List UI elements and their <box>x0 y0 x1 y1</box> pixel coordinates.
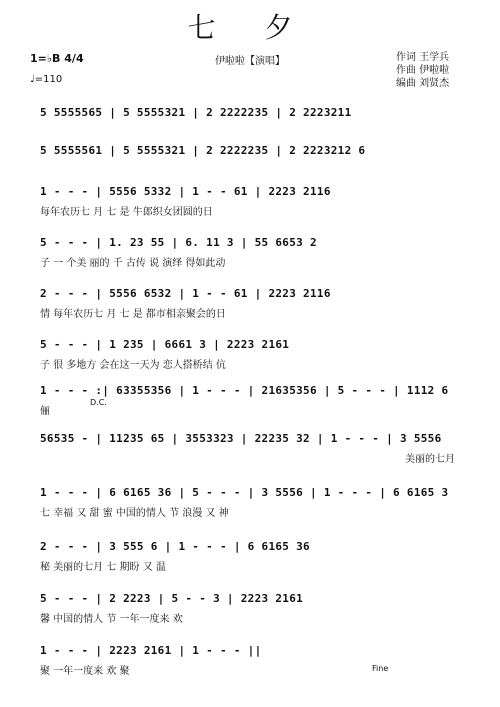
composer-credit: 作曲 伊啦啦 <box>396 65 450 76</box>
notes-line: 5 - - - | 2 2223 | 5 - - 3 | 2223 2161 <box>40 592 304 605</box>
lyrics-line: 美丽的七月 <box>405 454 455 465</box>
notes-line: 1 - - - | 6 6165 36 | 5 - - - | 3 5556 | 1 - - - | 6 6165 3 <box>40 486 449 499</box>
notes-line: 56535 - | 11235 65 | 3553323 | 22235 32 | 1 - - - | 3 5556 <box>40 432 442 445</box>
notes-line: 2 - - - | 5556 6532 | 1 - - 61 | 2223 2116 <box>40 287 331 300</box>
lyrics-line: 子 很 多地方 会在这一天为 恋人搭桥结 伉 <box>40 360 226 371</box>
lyrics-line: 馨 中国的情人 节 一年一度来 欢 <box>40 614 183 625</box>
notes-line: 5 5555561 | 5 5555321 | 2 2222235 | 2 2223212 6 <box>40 144 366 157</box>
lyricist-credit: 作词 王学兵 <box>396 52 450 63</box>
notes-line: 5 - - - | 1 235 | 6661 3 | 2223 2161 <box>40 338 290 351</box>
arranger-credit: 编曲 刘贤杰 <box>396 78 450 89</box>
tempo-marking: ♩=110 <box>30 74 63 85</box>
notes-line: 1 - - - :| 63355356 | 1 - - - | 21635356 | 5 - - - | 1112 6 <box>40 384 449 397</box>
lyrics-line: 聚 一年一度来 欢 聚 <box>40 666 130 677</box>
lyrics-line: 秘 美丽的七月 七 期盼 又 温 <box>40 562 166 573</box>
notes-line: 5 5555565 | 5 5555321 | 2 2222235 | 2 2223211 <box>40 106 352 119</box>
notes-line: 1 - - - | 2223 2161 | 1 - - - || <box>40 644 262 657</box>
performer: 伊啦啦【演唱】 <box>215 56 285 67</box>
lyrics-line: 子 一 个美 丽的 千 古传 说 演绎 得如此动 <box>40 258 226 269</box>
notes-line: 5 - - - | 1. 23 55 | 6. 11 3 | 55 6653 2 <box>40 236 317 249</box>
page-title: 七 夕 <box>187 11 313 44</box>
fine-mark: Fine <box>372 664 389 673</box>
lyrics-line: 每年农历七 月 七 是 牛郎织女团圆的日 <box>40 207 213 218</box>
notes-line: 1 - - - | 5556 5332 | 1 - - 61 | 2223 2116 <box>40 185 331 198</box>
lyrics-line: 七 幸福 又 甜 蜜 中国的情人 节 浪漫 又 神 <box>40 508 229 519</box>
dc-mark: D.C. <box>90 398 107 407</box>
credits <box>396 51 449 90</box>
key-signature: 1=♭B 4/4 <box>30 52 84 65</box>
notes-line: 2 - - - | 3 555 6 | 1 - - - | 6 6165 36 <box>40 540 310 553</box>
lyrics-line: 俪 <box>40 406 50 417</box>
lyrics-line: 情 每年农历七 月 七 是 都市相亲聚会的日 <box>40 309 226 320</box>
